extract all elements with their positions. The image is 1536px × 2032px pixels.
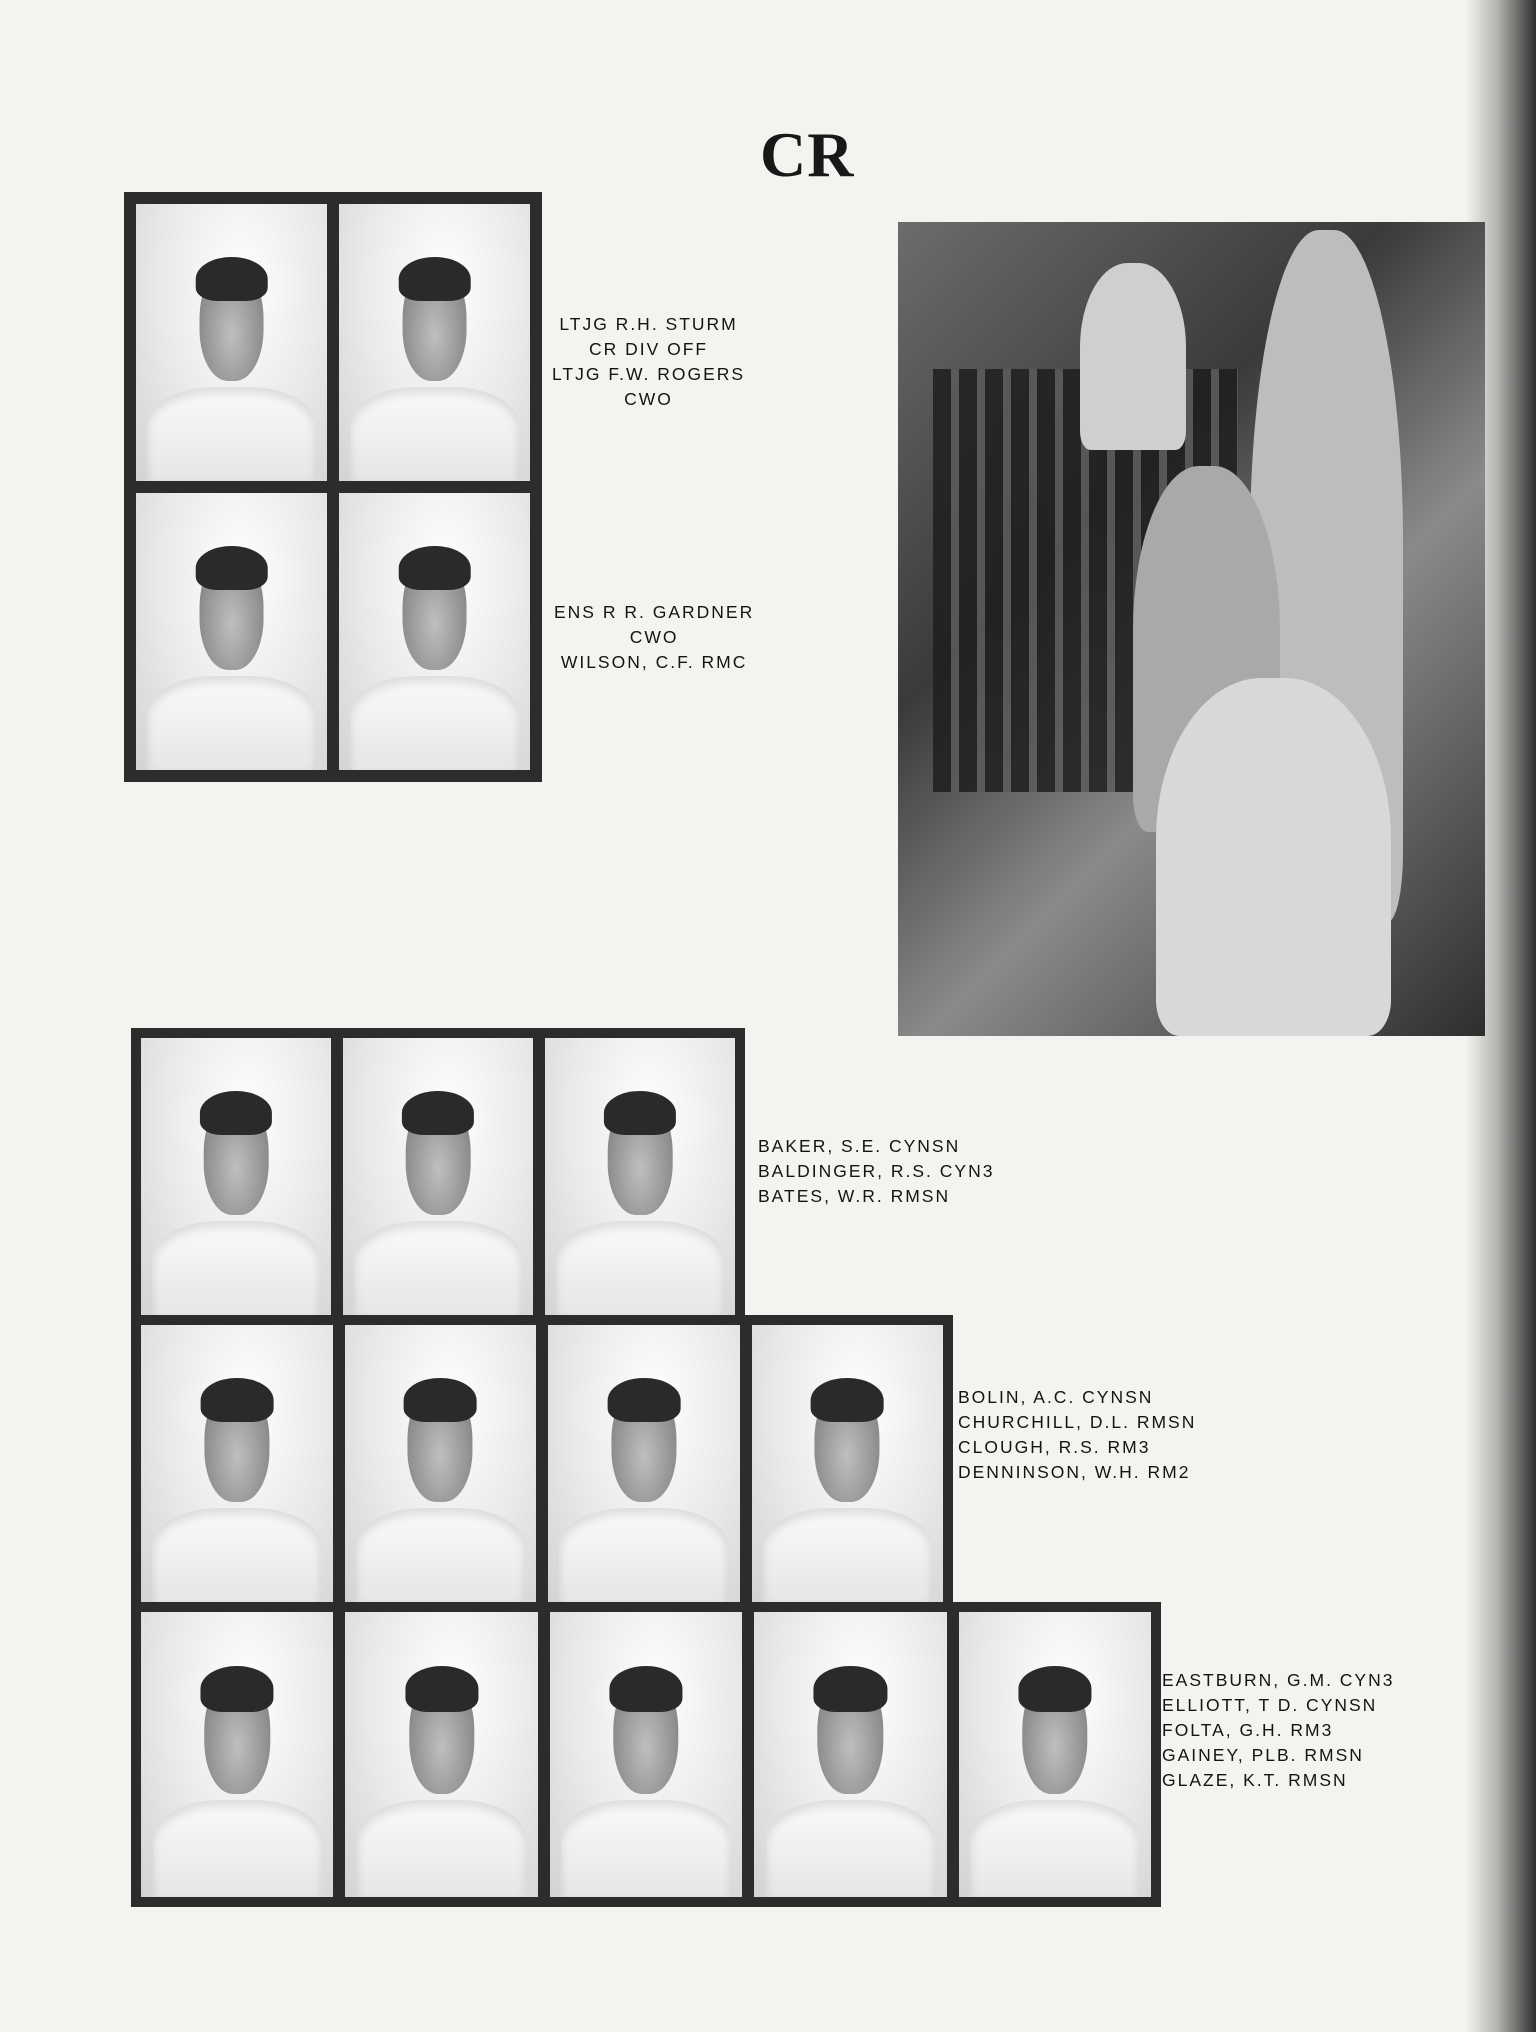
enlisted-caption-1: [758, 1134, 994, 1209]
portrait-photo: [136, 493, 327, 770]
enlisted-caption-2: [958, 1385, 1196, 1485]
portrait-photo: [141, 1325, 333, 1602]
portrait-photo: [345, 1612, 537, 1897]
caption-line: WILSON, C.F. RMC: [560, 652, 748, 672]
enlisted-portrait-row-1: [131, 1028, 745, 1325]
caption-line: CWO: [629, 627, 679, 647]
caption-line: GLAZE, K.T. RMSN: [1162, 1770, 1348, 1790]
portrait-photo: [141, 1612, 333, 1897]
caption-line: LTJG R.H. STURM: [559, 314, 738, 334]
officer-portrait-grid: [124, 192, 542, 782]
portrait-photo: [343, 1038, 533, 1315]
caption-line: CLOUGH, R.S. RM3: [958, 1437, 1151, 1457]
radio-room-photo: [898, 222, 1485, 1036]
caption-line: FOLTA, G.H. RM3: [1162, 1720, 1334, 1740]
portrait-photo: [752, 1325, 944, 1602]
portrait-photo: [345, 1325, 537, 1602]
portrait-photo: [136, 204, 327, 481]
officer-caption-1: [552, 312, 745, 412]
enlisted-portrait-row-3: [131, 1602, 1161, 1907]
enlisted-portrait-row-2: [131, 1315, 953, 1612]
caption-line: BALDINGER, R.S. CYN3: [758, 1161, 995, 1181]
caption-line: CWO: [624, 389, 673, 409]
caption-line: LTJG F.W. ROGERS: [552, 364, 746, 384]
portrait-photo: [545, 1038, 735, 1315]
caption-line: GAINEY, PLB. RMSN: [1162, 1745, 1364, 1765]
portrait-photo: [339, 204, 530, 481]
portrait-photo: [339, 493, 530, 770]
enlisted-caption-3: [1162, 1668, 1394, 1793]
caption-line: BAKER, S.E. CYNSN: [758, 1136, 961, 1156]
caption-line: DENNINSON, W.H. RM2: [958, 1462, 1191, 1482]
portrait-photo: [548, 1325, 740, 1602]
portrait-photo: [141, 1038, 331, 1315]
caption-line: BOLIN, A.C. CYNSN: [958, 1387, 1154, 1407]
caption-line: ELLIOTT, T D. CYNSN: [1162, 1695, 1378, 1715]
portrait-photo: [550, 1612, 742, 1897]
portrait-photo: [754, 1612, 946, 1897]
caption-line: EASTBURN, G.M. CYN3: [1162, 1670, 1395, 1690]
caption-line: BATES, W.R. RMSN: [758, 1186, 951, 1206]
portrait-photo: [959, 1612, 1151, 1897]
caption-line: ENS R R. GARDNER: [554, 602, 755, 622]
officer-caption-2: [554, 600, 754, 675]
caption-line: CR DIV OFF: [588, 339, 709, 359]
caption-line: CHURCHILL, D.L. RMSN: [958, 1412, 1197, 1432]
page-title: CR: [760, 119, 855, 190]
